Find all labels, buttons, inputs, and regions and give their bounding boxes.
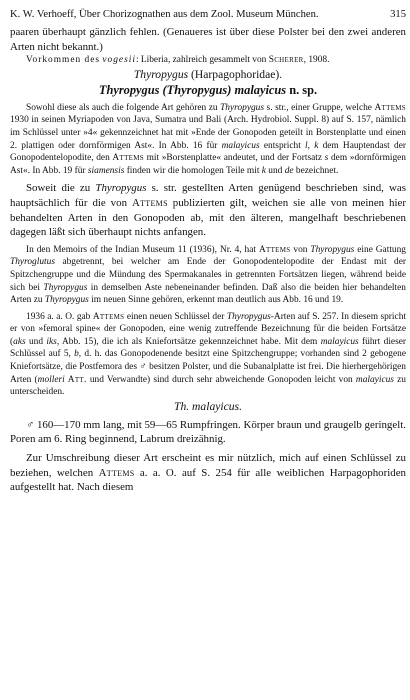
subspecies-heading: Th. malayicus. [174, 399, 242, 413]
paragraph-distribution: Vorkommen des vogesii: Liberia, zahlreich gesammelt von Scherer, 1908. [26, 55, 330, 66]
paragraph-memoirs: In den Memoirs of the Indian Museum 11 (1936), Nr. 4, hat Attems von Thyropygus eine Gattung Thyroglutus abgetrennt, bei welcher am Ende der Gonopodentelopodite der Endast mit der Spitzchengruppe und die Mündung des Spermakanales in getrennten Fortsätzen liegen, während beide sich bei Thyropygus in demselben Aste nebeneinander befinden. Daß also die beiden hier behandelten Arten zu Thyropygus im neuen Sinne gehören, erkennt man deutlich aus Abb. 16 und 19. [10, 244, 406, 306]
page-number: 315 [390, 9, 406, 20]
running-title: K. W. Verhoeff, Über Chorizognathen aus dem Zool. Museum München. [10, 9, 319, 20]
paragraph-description: ♂ 160—170 mm lang, mit 59—65 Rumpfringen. Körper braun und graugelb geringelt. Poren am 6. Ring beginnend, Labrum dreizähnig. [10, 418, 406, 446]
paragraph-key: 1936 a. a. O. gab Attems einen neuen Schlüssel der Thyropygus-Arten auf S. 257. In diesem spricht er von »femoral spine« der Gonopoden, eine wenig zutreffende Bezeichnung für die beiden Fortsätze (aks und iks, Abb. 15), die ich als Kniefortsätze gekennzeichnet habe. Mit dem malayicus führt dieser Schlüssel auf 5, b, d. h. das Gonopodenende besitzt eine Spitzchengruppe; vorhanden sind 2 gebogene Kniefortsätze, die Postfemora des ♂ besitzen Polster, und die Subanalplatte ist frei. Die hierhergehörigen Arten (molleri Att. und Verwandte) sind durch sehr abweichende Gonopoden leicht von malayicus zu unterscheiden. [10, 311, 407, 398]
species-heading: Thyropygus (Thyropygus) malayicus n. sp. [98, 82, 318, 97]
male-symbol: ♂ [26, 418, 35, 431]
paragraph-comparison: Soweit die zu Thyropygus s. str. gestellten Arten genügend beschrieben sind, was hauptsächlich für die von Attems publizierten gilt, weichen sie alle von meinen hier behandelten Arten in den Gonopoden ab, mit den älteren, mangelhaft beschriebenen dagegen läßt sich überhaupt nichts anfangen. [10, 182, 406, 239]
paragraph-key-reference: Zur Umschreibung dieser Art erscheint es mir nützlich, mich auf einen Schlüssel zu beziehen, welchen Attems a. a. O. auf S. 254 für alle weiblichen Harpagophoriden aufgestellt hat. Nach diesem [10, 452, 406, 494]
running-header [10, 8, 406, 22]
paragraph-continuation: paaren überhaupt gänzlich fehlen. (Genaueres ist über diese Polster bei den zwei anderen Arten nicht bekannt.) [10, 26, 406, 53]
male-symbol: ♂ [139, 362, 147, 373]
journal-page [10, 8, 406, 495]
genus-heading: Thyropygus (Harpagophoridae). [133, 67, 283, 81]
paragraph-gonopod-group: Sowohl diese als auch die folgende Art gehören zu Thyropygus s. str., einer Gruppe, welche Attems 1930 in seinen Myriapoden von Java, Sumatra und Bali (Arch. Hydrobiol. Suppl. 8) auf S. 157, nämlich im Schlüssel unter »4« gekennzeichnet hat mit »Ende der Gonopoden geteilt in Borstenplatte und einen 2. plattigen oder dornförmigen Ast«. In Abb. 16 für malayicus entspricht l, k dem Hauptendast der Gonopodentelopodite, den Attems mit »Borstenplatte« andeutet, und der Fortsatz s dem »dornförmigen Ast«. In Abb. 19 für siamensis finden wir die homologen Teile mit k und de bezeichnet. [10, 102, 406, 176]
